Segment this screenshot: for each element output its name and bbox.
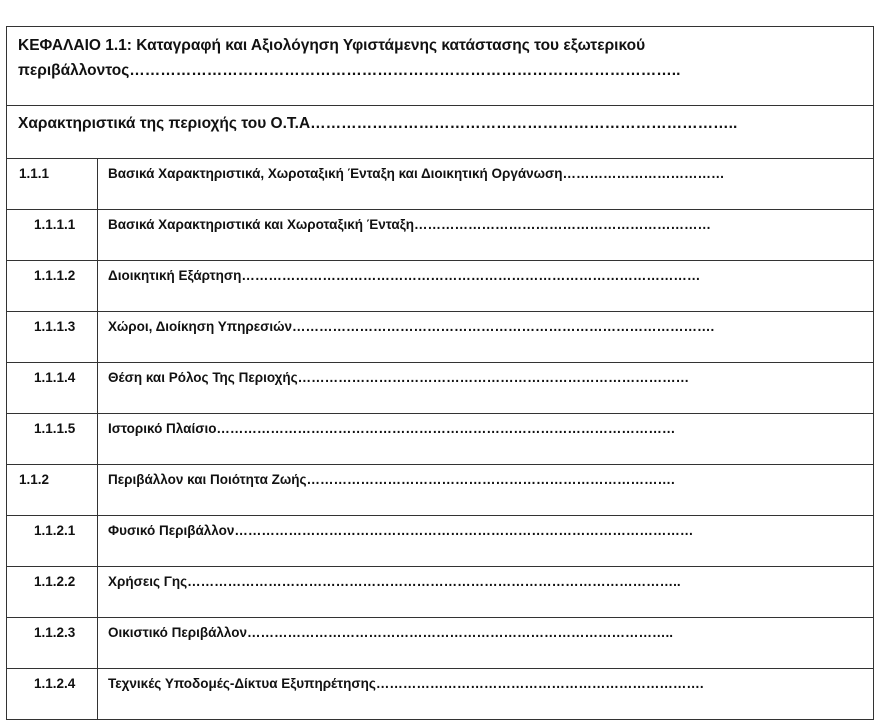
section-title: Ιστορικό Πλαίσιο………………………………………………………………………………………… <box>98 414 874 465</box>
section-number: 1.1.2.2 <box>7 567 98 618</box>
toc-row <box>7 159 874 210</box>
toc-row <box>7 312 874 363</box>
section-number: 1.1.2.3 <box>7 618 98 669</box>
toc-row <box>7 669 874 720</box>
section-title: Διοικητική Εξάρτηση………………………………………………………………………………………… <box>98 261 874 312</box>
section-title: Θέση και Ρόλος Της Περιοχής…………………………………………………………………………… <box>98 363 874 414</box>
toc-row <box>7 261 874 312</box>
section-number: 1.1.1.3 <box>7 312 98 363</box>
section-title: Βασικά Χαρακτηριστικά και Χωροταξική Ένταξη………………………………………………………… <box>98 210 874 261</box>
section-title: Βασικά Χαρακτηριστικά, Χωροταξική Ένταξη και Διοικητική Οργάνωση……………………………… <box>98 159 874 210</box>
chapter-title-row <box>7 27 874 106</box>
table-of-contents <box>6 26 874 720</box>
section-number: 1.1.1.2 <box>7 261 98 312</box>
section-number: 1.1.1.5 <box>7 414 98 465</box>
section-title: Χρήσεις Γης……………………………………………………………………………………………….. <box>98 567 874 618</box>
chapter-title: ΚΕΦΑΛΑΙΟ 1.1: Καταγραφή και Αξιολόγηση Υφιστάμενης κατάστασης του εξωτερικού περιβάλλοντος…………………………………………………………………………………………….. <box>7 27 874 106</box>
section-title: Οικιστικό Περιβάλλον………………………………………………………………………………….. <box>98 618 874 669</box>
section-number: 1.1.1.4 <box>7 363 98 414</box>
chapter-subtitle: Χαρακτηριστικά της περιοχής του Ο.Τ.Α……………………………………………………………………….. <box>7 106 874 159</box>
section-number: 1.1.2.1 <box>7 516 98 567</box>
section-title: Φυσικό Περιβάλλον………………………………………………………………………………………… <box>98 516 874 567</box>
section-number: 1.1.1.1 <box>7 210 98 261</box>
section-number: 1.1.2.4 <box>7 669 98 720</box>
section-title: Τεχνικές Υποδομές-Δίκτυα Εξυπηρέτησης………………………………………………………………. <box>98 669 874 720</box>
toc-row <box>7 414 874 465</box>
toc-row <box>7 210 874 261</box>
section-number: 1.1.1 <box>7 159 98 210</box>
section-title: Περιβάλλον και Ποιότητα Ζωής………………………………………………………………………. <box>98 465 874 516</box>
toc-row <box>7 567 874 618</box>
toc-row <box>7 465 874 516</box>
section-title: Χώροι, Διοίκηση Υπηρεσιών…………………………………………………………………………………. <box>98 312 874 363</box>
toc-row <box>7 618 874 669</box>
toc-row <box>7 363 874 414</box>
chapter-subtitle-row <box>7 106 874 159</box>
toc-row <box>7 516 874 567</box>
section-number: 1.1.2 <box>7 465 98 516</box>
